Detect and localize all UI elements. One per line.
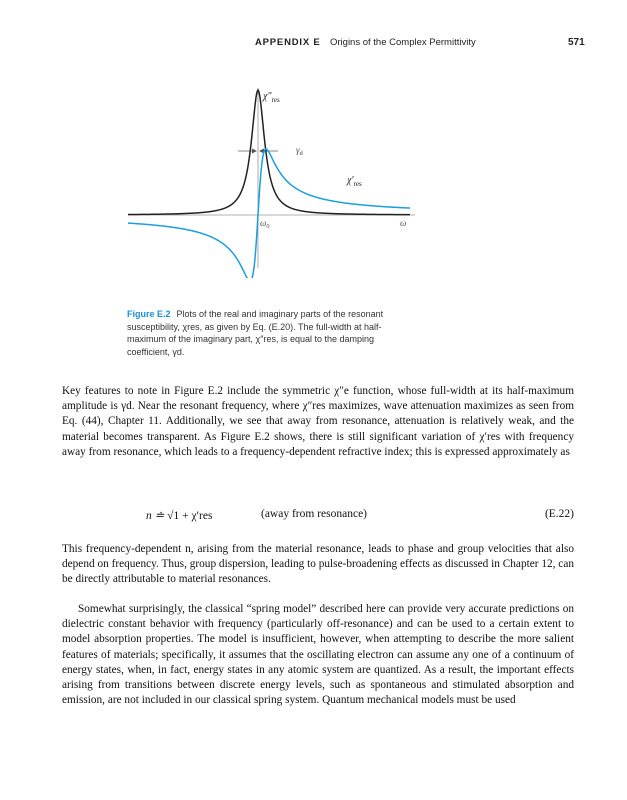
omega-label: ω [400, 218, 407, 228]
equation-e22 [62, 508, 574, 526]
equation-number: (E.22) [544, 508, 574, 520]
appendix-label: APPENDIX E [255, 37, 321, 48]
page-number: 571 [568, 37, 585, 48]
gamma-arrowhead-left [252, 149, 257, 154]
chi-imag-label: $\chi''_{res}$ [263, 91, 280, 104]
figure-label: Figure E.2 [127, 309, 171, 319]
equation-condition: (away from resonance) [261, 508, 367, 520]
paragraph-1: Key features to note in Figure E.2 include the symmetric χ″e function, whose full-width at its half-maximum amplitude is γd. Near the resonant frequency, where χ″res maximizes, wave attenuation maximizes as seen from Eq. (44), Chapter 11. Additionally, we see that away from resonance, attenuation is relatively weak, and the material becomes transparent. As Figure E.2 shows, there is still significant variation of χ′res with frequency away from resonance, which leads to a frequency-dependent refractive index; this is expressed approximately as [62, 385, 574, 458]
paragraph-3: Somewhat surprisingly, the classical “spring model” described here can provide very accurate predictions on dielectric constant behavior with frequency (particularly off-resonance) and can be used to a certain extent to model absorption properties. The model is insufficient, however, when attempting to describe the more salient features of materials; specifically, it assumes that the oscillating electron can assume any one of a continuum of energy states, when, in fact, energy states in any atomic system are quantized. As a result, the important effects arising from transitions between discrete energy levels, such as spontaneous and stimulated absorption and emission, are not included in our classical spring system. Quantum mechanical models must be used [62, 603, 574, 707]
equation-relation: ≐ [154, 510, 165, 522]
header-title: Origins of the Complex Permittivity [330, 37, 476, 48]
running-header [0, 37, 627, 51]
gamma-label: $\gamma_d$ [296, 145, 303, 157]
susceptibility-plot [120, 78, 420, 278]
equation-rhs: √1 + χ′res [167, 510, 213, 522]
chi-real-label: $\chi'_{res}$ [347, 175, 362, 188]
caption-text: Plots of the real and imaginary parts of the resonant susceptibility, χres, as given by Eq. (E.20). The full-width at half-maximum of the imaginary part, χ″res, is equal to the damping coefficient, γd. [127, 309, 384, 357]
omega0-label: $\omega_0$ [260, 218, 270, 230]
figure-caption [127, 308, 397, 358]
equation-lhs: n ≐ √1 + χ′res [146, 510, 213, 522]
paragraph-2: This frequency-dependent n, arising from the material resonance, leads to phase and group velocities that also depend on frequency. Thus, group dispersion, leading to pulse-broadening effects as discussed in Chapter 12, can be directly attributable to material resonances. [62, 543, 574, 586]
figure-e2 [120, 78, 420, 278]
